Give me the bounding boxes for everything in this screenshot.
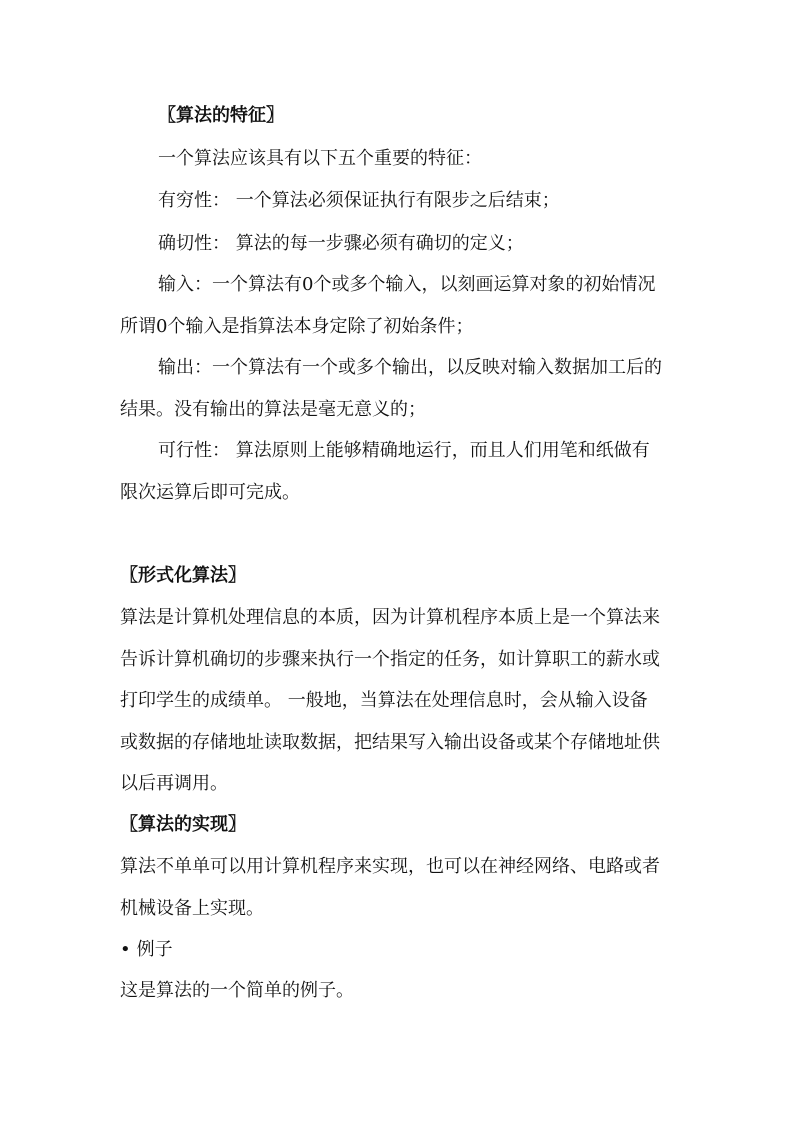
list-item-example: [120, 938, 173, 962]
example-label: 例子: [136, 939, 173, 960]
section-heading-implementation: 〖算法的实现〗: [120, 814, 246, 835]
feature-feasibility-line1: 可行性： 算法原则上能够精确地运行，而且人们用笔和纸做有: [158, 440, 650, 461]
feature-input-line2: 所谓0个输入是指算法本身定除了初始条件；: [120, 316, 474, 337]
section-heading-algorithm-features: 〖算法的特征〗: [158, 105, 284, 126]
feature-finiteness: 有穷性： 一个算法必须保证执行有限步之后结束；: [158, 190, 560, 211]
feature-output-line2: 结果。没有输出的算法是毫无意义的；: [120, 399, 426, 420]
paragraph-line: 算法是计算机处理信息的本质，因为计算机程序本质上是一个算法来: [120, 607, 660, 628]
feature-input-line1: 输入：一个算法有0个或多个输入，以刻画运算对象的初始情况: [158, 274, 656, 295]
paragraph-line: 算法不单单可以用计算机程序来实现，也可以在神经网络、电路或者: [120, 856, 660, 877]
paragraph-line: 告诉计算机确切的步骤来执行一个指定的任务，如计算职工的薪水或: [120, 649, 660, 670]
feature-feasibility-line2: 限次运算后即可完成。: [120, 482, 300, 503]
paragraph-intro: 一个算法应该具有以下五个重要的特征：: [158, 148, 482, 169]
bullet-icon: •: [120, 939, 131, 960]
feature-definiteness: 确切性： 算法的每一步骤必须有确切的定义；: [158, 233, 524, 254]
paragraph-line: 打印学生的成绩单。 一般地，当算法在处理信息时，会从输入设备: [120, 690, 648, 711]
paragraph-line: 以后再调用。: [120, 773, 228, 794]
example-text: 这是算法的一个简单的例子。: [120, 980, 354, 1001]
feature-output-line1: 输出：一个算法有一个或多个输出，以反映对输入数据加工后的: [158, 357, 662, 378]
section-heading-formal-algorithm: 〖形式化算法〗: [120, 565, 246, 586]
paragraph-line: 或数据的存储地址读取数据，把结果写入输出设备或某个存储地址供: [120, 732, 660, 753]
paragraph-line: 机械设备上实现。: [120, 898, 264, 919]
